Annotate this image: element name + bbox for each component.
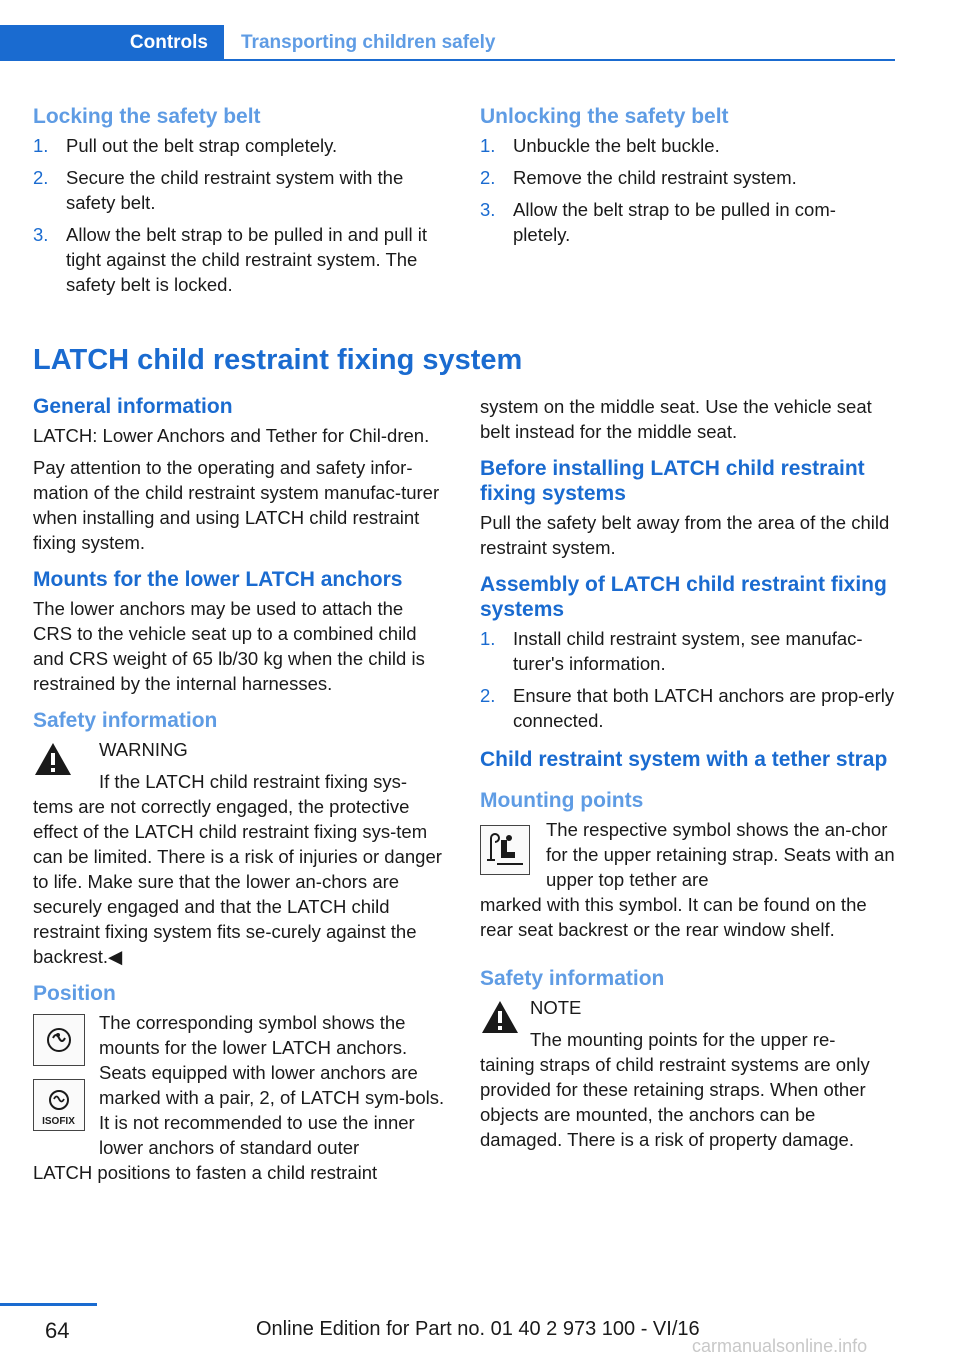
step-text: Remove the child restraint system.: [513, 167, 797, 188]
warning-block: [33, 737, 445, 969]
section-tab: Transporting children safely: [241, 32, 496, 53]
step-number: 2.: [33, 167, 49, 188]
locking-title: Locking the safety belt: [33, 105, 261, 128]
step-text: Pull out the belt strap completely.: [66, 135, 338, 156]
unlocking-section: [480, 104, 892, 254]
page-header: [0, 25, 895, 61]
step-number: 3.: [480, 199, 496, 220]
list-item: [480, 165, 892, 190]
list-item: [33, 222, 445, 297]
before-installing-title: Before installing LATCH child restraint fixing systems: [480, 457, 865, 505]
mounting-text: The respective symbol shows the an-chor for the upper retaining strap. Seats with an upper top tether are: [546, 819, 895, 890]
list-item: [480, 683, 896, 733]
step-text: Ensure that both LATCH anchors are prop-erly connected.: [513, 685, 895, 731]
main-title: LATCH child restraint fixing system: [33, 344, 523, 376]
list-item: [480, 626, 896, 676]
step-text: Unbuckle the belt buckle.: [513, 135, 720, 156]
general-info-p2: Pay attention to the operating and safety infor-mation of the child restraint system manufac-turer when installing and using LATCH child restraint fixing system.: [33, 457, 440, 553]
latch-symbol-icon: [33, 1014, 85, 1066]
edition-text: Online Edition for Part no. 01 40 2 973 100 - VI/16: [256, 1318, 700, 1340]
right-column: [480, 394, 896, 1152]
list-item: [33, 165, 445, 215]
before-installing-text: Pull the safety belt away from the area of the child restraint system.: [480, 512, 890, 558]
note-text-first: The mounting points for the upper re-: [530, 1029, 836, 1050]
note-label: NOTE: [530, 997, 582, 1018]
step-number: 2.: [480, 167, 496, 188]
mounting-block: [480, 817, 896, 942]
page-number: 64: [45, 1318, 70, 1343]
locking-steps: [33, 133, 445, 297]
header-rule: [224, 59, 895, 61]
watermark: carmanualsonline.info: [692, 1336, 868, 1356]
note-text: taining straps of child restraint systems are only provided for these retaining straps. When other objects are mounted, the anchors can be damaged. There is a risk of property damage.: [480, 1054, 870, 1150]
position-block: [33, 1010, 445, 1185]
continued-text: system on the middle seat. Use the vehicle seat belt instead for the middle seat.: [480, 396, 872, 442]
position-text: The corresponding symbol shows the mounts for the lower LATCH anchors. Seats equipped with lower anchors are marked with a pair, 2, of LATCH sym-bols. It is not recommended to use the inner lower anchors of standard outer: [99, 1012, 445, 1158]
position-text-rest: LATCH positions to fasten a child restraint: [33, 1162, 378, 1183]
list-item: [33, 133, 445, 158]
chapter-tab: Controls: [0, 25, 224, 61]
list-item: [480, 197, 892, 247]
footer-rule: [0, 1303, 97, 1306]
mounts-text: The lower anchors may be used to attach the CRS to the vehicle seat up to a combined child and CRS weight of 65 lb/30 kg when the child is restrained by the internal harnesses.: [33, 598, 425, 694]
list-item: [480, 133, 892, 158]
mounts-title: Mounts for the lower LATCH anchors: [33, 568, 403, 591]
mounting-text-rest: marked with this symbol. It can be found on the rear seat backrest or the rear window shelf.: [480, 894, 867, 940]
isofix-symbol-icon: [33, 1079, 85, 1131]
step-text: Install child restraint system, see manufac-turer's information.: [513, 628, 863, 674]
safety-info-title: Safety information: [33, 709, 218, 732]
step-number: 1.: [33, 135, 49, 156]
general-info-title: General information: [33, 395, 233, 418]
isofix-label: ISOFIX: [42, 1116, 75, 1127]
step-text: Allow the belt strap to be pulled in and pull it tight against the child restraint system. The safety belt is locked.: [66, 224, 427, 295]
step-text: Secure the child restraint system with the safety belt.: [66, 167, 404, 213]
top-tether-symbol-icon: [480, 825, 530, 875]
note-block: [480, 995, 896, 1152]
tether-title: Child restraint system with a tether strap: [480, 748, 888, 771]
step-number: 1.: [480, 135, 496, 156]
locking-section: [33, 104, 445, 304]
position-title: Position: [33, 982, 116, 1005]
mounting-points-title: Mounting points: [480, 789, 644, 812]
assembly-steps: [480, 626, 896, 733]
step-number: 2.: [480, 685, 496, 706]
warning-triangle-icon: [480, 999, 520, 1035]
unlocking-steps: [480, 133, 892, 247]
left-column: [33, 394, 445, 1185]
step-number: 1.: [480, 628, 496, 649]
warning-triangle-icon: [33, 741, 73, 777]
safety-info-right-title: Safety information: [480, 967, 665, 990]
warning-text-first: If the LATCH child restraint fixing sys-: [99, 771, 408, 792]
warning-label: WARNING: [99, 739, 188, 760]
warning-text: tems are not correctly engaged, the protective effect of the LATCH child restraint fixing sys-tem can be limited. There is a risk of injuries or danger to life. Make sure that the lower an-chors are securely engaged and that the LATCH child restraint fixing system fits se-curely against the backrest.◀: [33, 796, 442, 967]
step-text: Allow the belt strap to be pulled in com-pletely.: [513, 199, 836, 245]
assembly-title: Assembly of LATCH child restraint fixing systems: [480, 573, 887, 621]
general-info-p1: LATCH: Lower Anchors and Tether for Chil-dren.: [33, 425, 430, 446]
step-number: 3.: [33, 224, 49, 245]
unlocking-title: Unlocking the safety belt: [480, 105, 729, 128]
